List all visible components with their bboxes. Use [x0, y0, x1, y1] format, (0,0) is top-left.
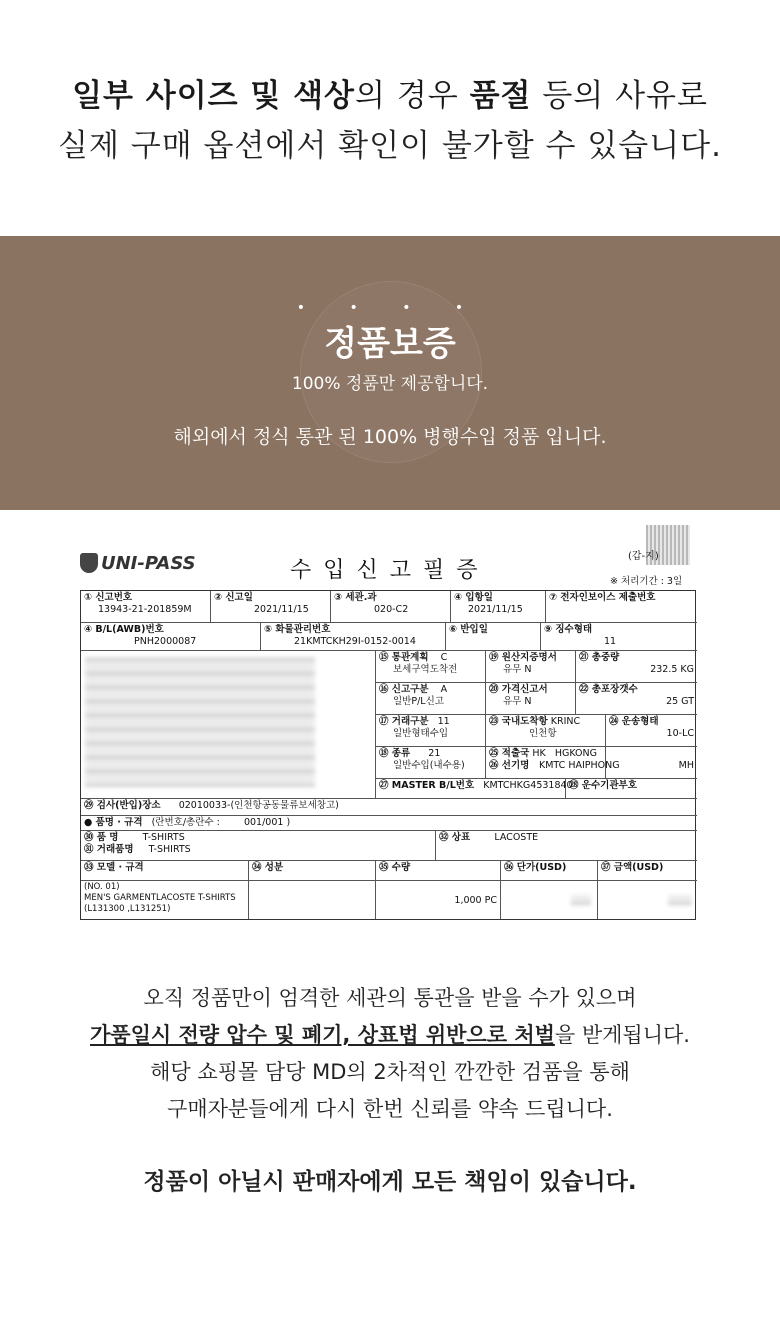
- decorative-dots: • • • •: [296, 300, 484, 316]
- field-export-country: ㉕ 적출국 HK HGKONG ㉖ 선기명: [486, 747, 606, 779]
- item-amount-redacted: [598, 881, 697, 919]
- statement-line-2: [0, 1017, 780, 1054]
- field-transport-type: ㉔ 운송형태 10-LC: [606, 715, 697, 747]
- statement-line-4: 구매자분들에게 다시 한번 신뢰를 약속 드립니다.: [167, 1097, 613, 1121]
- banner-subtitle: 100% 정품만 제공합니다.: [291, 374, 489, 394]
- col-model: ㉝ 모델 · 규격: [81, 861, 249, 881]
- document-title: 수입신고필증: [290, 558, 490, 583]
- notice-text: 의 경우: [355, 78, 470, 114]
- field-declaration-number: ① 신고번호 13943-21-201859M: [81, 591, 211, 623]
- field-e-invoice: ⑦ 전자인보이스 제출번호: [546, 591, 697, 623]
- field-gross-weight: ㉑ 총중량 232.5 KG: [576, 651, 697, 683]
- statement-line-3: 해당 쇼핑몰 담당 MD의 2차적인 깐깐한 검품을 통해: [150, 1060, 630, 1084]
- item-composition: [249, 881, 376, 919]
- field-clearance-plan: ⑮ 통관계획 C 보세구역도착전: [376, 651, 486, 683]
- col-unit-price: ㊱ 단가(USD): [501, 861, 598, 881]
- authenticity-banner: [0, 236, 780, 510]
- notice-text: 등의 사유로: [531, 78, 708, 114]
- field-master-bl: ㉗ MASTER B/L번호 KMTCHKG4531840: [376, 779, 566, 799]
- field-declaration-date: ② 신고일 2021/11/15: [211, 591, 331, 623]
- penalty-warning: 가품일시 전량 압수 및 폐기, 상표법 위반으로 처벌: [90, 1023, 555, 1047]
- party-info-redacted: [81, 651, 376, 799]
- item-section-header: ● 품명 · 규격 (란번호/총란수 : 001/001 ): [81, 816, 697, 831]
- field-carrier-code: ㉘ 운수기관부호: [566, 779, 697, 799]
- declaration-form: [80, 590, 696, 920]
- field-domestic-port: ㉓ 국내도착항 KRINC 인천항: [486, 715, 606, 747]
- col-composition: ㉞ 성분: [249, 861, 376, 881]
- field-declaration-type: ⑯ 신고구분 A 일반P/L신고: [376, 683, 486, 715]
- import-declaration-certificate: [80, 525, 700, 920]
- notice-bold-size-color: 일부 사이즈 및 색상: [72, 78, 356, 114]
- field-carry-in-date: ⑥ 반입일: [446, 623, 541, 651]
- field-vessel-code: MH: [606, 747, 697, 779]
- banner-description: 해외에서 정식 통관 된 100% 병행수입 정품 입니다.: [173, 426, 607, 448]
- size-color-notice: [0, 0, 780, 236]
- notice-bold-soldout: 품절: [469, 78, 532, 114]
- field-inspection-place: ㉙ 검사(반입)장소 02010033-(인천항공동물류보세창고): [81, 799, 697, 816]
- field-origin-cert: ⑲ 원산지증명서 유무 N: [486, 651, 576, 683]
- field-product-name: ㉚ 품 명 T-SHIRTS ㉛ 거래품명 T-SHIRTS: [81, 831, 436, 861]
- statement-text: 을 받게됩니다.: [554, 1023, 690, 1047]
- statement-line-1: 오직 정품만이 엄격한 세관의 통관을 받을 수가 있으며: [143, 986, 637, 1010]
- item-unit-price-redacted: [501, 881, 598, 919]
- field-arrival-date: ④ 입항일 2021/11/15: [451, 591, 546, 623]
- item-quantity: 1,000 PC: [376, 881, 501, 919]
- authenticity-statement: [0, 980, 780, 1196]
- banner-title: 정품보증: [324, 324, 456, 364]
- page-marker: (갑-지): [628, 551, 659, 562]
- field-brand: ㉜ 상표 LACOSTE: [436, 831, 697, 861]
- field-cargo-number: ⑤ 화물관리번호 21KMTCKH29I-0152-0014: [261, 623, 446, 651]
- field-kind: ⑱ 종류 21 일반수입(내수용): [376, 747, 486, 779]
- field-price-declaration: ⑳ 가격신고서 유무 N: [486, 683, 576, 715]
- seller-responsibility: 정품이 아닐시 판매자에게 모든 책임이 있습니다.: [143, 1169, 637, 1195]
- field-collection-type: ⑨ 징수형태 11: [541, 623, 697, 651]
- shield-icon: [80, 553, 98, 573]
- notice-line-1: [0, 70, 780, 115]
- unipass-logo: [80, 553, 196, 574]
- field-package-count: ㉒ 총포장갯수 25 GT: [576, 683, 697, 715]
- item-model: (NO. 01) MEN'S GARMENTLACOSTE T-SHIRTS (L131300 ,L131251): [81, 881, 249, 919]
- col-quantity: ㉟ 수량: [376, 861, 501, 881]
- processing-period: ※ 처리기간 : 3일: [610, 576, 683, 587]
- field-customs-office: ③ 세관.과 020-C2: [331, 591, 451, 623]
- field-vessel-name: KMTC HAIPHONG: [539, 760, 620, 771]
- field-bl-number: ④ B/L(AWB)번호 PNH2000087: [81, 623, 261, 651]
- logo-text: UNI-PASS: [101, 553, 196, 574]
- col-amount: ㊲ 금액(USD): [598, 861, 697, 881]
- field-transaction-type: ⑰ 거래구분 11 일반형태수입: [376, 715, 486, 747]
- notice-line-2: 실제 구매 옵션에서 확인이 불가할 수 있습니다.: [58, 128, 722, 164]
